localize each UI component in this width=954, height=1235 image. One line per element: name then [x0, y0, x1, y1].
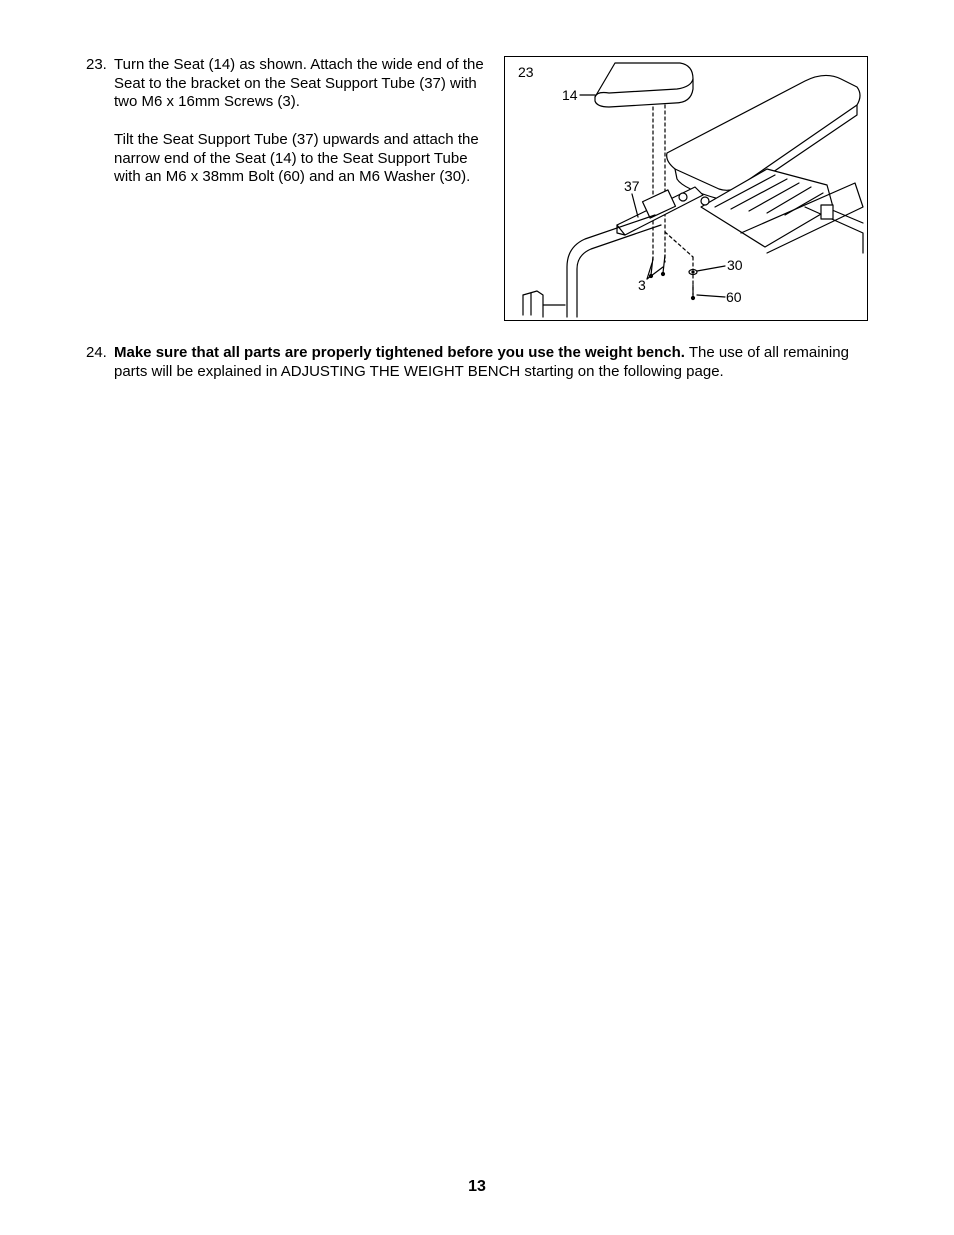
callout-14: 14: [562, 87, 578, 103]
screws-drawing: [650, 255, 666, 278]
leader-30: [697, 266, 725, 271]
assembly-figure: [504, 56, 868, 321]
step-bold-text: Make sure that all parts are properly tightened before you use the weight bench.: [114, 344, 685, 361]
step-body: [114, 344, 854, 381]
step-paragraph: [114, 344, 854, 381]
step-paragraph: Tilt the Seat Support Tube (37) upwards and attach the narrow end of the Seat (14) to the Seat Support Tube with an M6 x 38mm Bolt (60) and an M6 Washer (30).: [114, 130, 479, 186]
seat-drawing: [595, 63, 693, 107]
bolt-drawing: [692, 285, 695, 300]
step-body: [114, 56, 486, 187]
leader-60: [697, 295, 725, 297]
washer-drawing: [689, 270, 697, 275]
callout-30: 30: [727, 257, 743, 273]
callout-37: 37: [624, 178, 640, 194]
bench-illustration: [505, 57, 868, 321]
step-paragraph: Turn the Seat (14) as shown. Attach the wide end of the Seat to the bracket on the Seat Support Tube (37) with two M6 x 16mm Screws (3).: [114, 56, 484, 111]
callout-3: 3: [638, 277, 646, 293]
callout-60: 60: [726, 289, 742, 305]
leader-37: [632, 194, 638, 217]
step-number: 23.: [86, 56, 107, 73]
step-number: 24.: [86, 344, 107, 361]
step-text: The use of all remaining parts will be explained in ADJUSTING THE WEIGHT BENCH starting on the following page.: [114, 344, 849, 380]
figure-step-label: 23: [518, 64, 534, 80]
page-number: 13: [468, 1178, 486, 1195]
